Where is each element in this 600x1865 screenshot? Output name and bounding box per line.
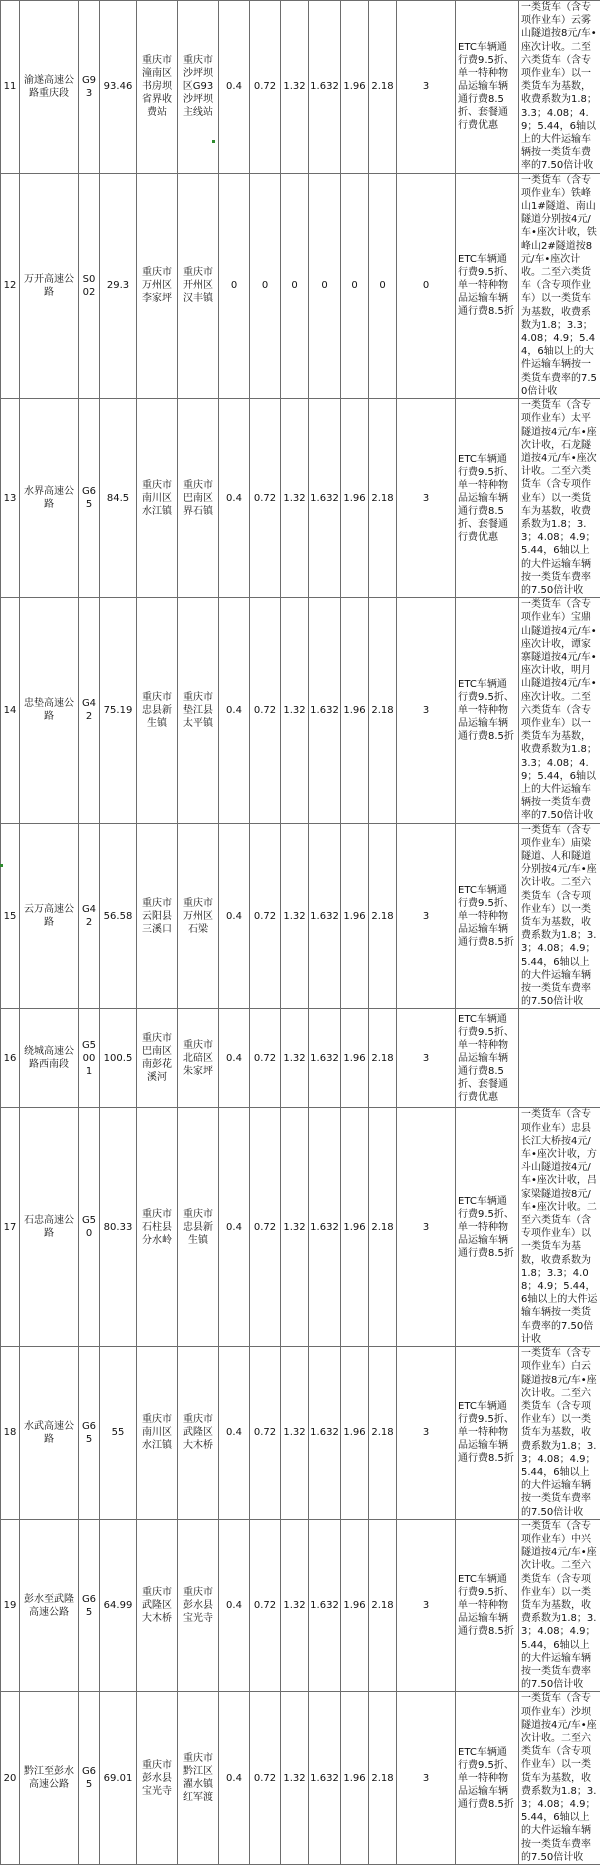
end-point: 重庆市巴南区界石镇 xyxy=(178,399,219,598)
row-number: 15 xyxy=(1,823,20,1009)
row-number: 16 xyxy=(1,1009,20,1108)
rate-value: 1.32 xyxy=(281,399,309,598)
rate-value: 1.632 xyxy=(309,399,341,598)
end-point: 重庆市忠县新生镇 xyxy=(178,1108,219,1347)
rate-value: 1.632 xyxy=(309,598,341,823)
rate-value: 0.72 xyxy=(250,823,281,1009)
rate-value: 2.18 xyxy=(369,1519,397,1692)
rate-value: 0.4 xyxy=(219,1519,250,1692)
road-name: 彭水至武隆高速公路 xyxy=(20,1519,79,1692)
rate-value: 2.18 xyxy=(369,823,397,1009)
rate-value: 0.4 xyxy=(219,399,250,598)
end-point: 重庆市沙坪坝区G93沙坪坝主线站 xyxy=(178,1,219,174)
discount-policy: ETC车辆通行费9.5折、单一特种物品运输车辆通行费8.5折 xyxy=(456,1108,519,1347)
extra-rate: 3 xyxy=(397,1692,456,1865)
road-length: 64.99 xyxy=(100,1519,137,1692)
discount-policy: ETC车辆通行费9.5折、单一特种物品运输车辆通行费8.5折 xyxy=(456,1347,519,1520)
end-point: 重庆市万州区石梁 xyxy=(178,823,219,1009)
road-code: G65 xyxy=(79,1519,100,1692)
rate-value: 1.632 xyxy=(309,1108,341,1347)
road-code: G42 xyxy=(79,823,100,1009)
rate-value: 0 xyxy=(369,173,397,398)
rate-value: 0.72 xyxy=(250,399,281,598)
rate-value: 1.96 xyxy=(341,1108,369,1347)
rate-value: 1.96 xyxy=(341,598,369,823)
row-number: 19 xyxy=(1,1519,20,1692)
discount-policy: ETC车辆通行费9.5折、单一特种物品运输车辆通行费8.5折 xyxy=(456,1519,519,1692)
rate-value: 0.72 xyxy=(250,1009,281,1108)
row-number: 11 xyxy=(1,1,20,174)
rate-value: 1.632 xyxy=(309,1009,341,1108)
rate-value: 1.32 xyxy=(281,1519,309,1692)
table-row xyxy=(1,598,600,823)
truck-toll-note: 一类货车（含专项作业车）庙梁隧道、人和隧道分别按4元/车•座次计收。二至六类货车（含专项作业车）以一类货车为基数，收费系数为1.8；3.3；4.08；4.9；5.44，6轴以上的大件运输车辆按一类货车费率的7.50倍计收 xyxy=(519,823,600,1009)
rate-value: 0.4 xyxy=(219,1009,250,1108)
rate-value: 0 xyxy=(281,173,309,398)
road-code: G65 xyxy=(79,399,100,598)
road-code: G5001 xyxy=(79,1009,100,1108)
start-point: 重庆市云阳县三溪口 xyxy=(137,823,178,1009)
rate-value: 0.72 xyxy=(250,1108,281,1347)
road-code: G65 xyxy=(79,1347,100,1520)
road-name: 万开高速公路 xyxy=(20,173,79,398)
road-length: 55 xyxy=(100,1347,137,1520)
road-code: G65 xyxy=(79,1692,100,1865)
truck-toll-note: 一类货车（含专项作业车）中兴隧道按4元/车•座次计收。二至六类货车（含专项作业车）以一类货车为基数，收费系数为1.8；3.3；4.08；4.9；5.44，6轴以上的大件运输车辆按一类货车费率的7.50倍计收 xyxy=(519,1519,600,1692)
extra-rate: 3 xyxy=(397,1108,456,1347)
rate-value: 1.632 xyxy=(309,1692,341,1865)
truck-toll-note: 一类货车（含专项作业车）铁峰山1#隧道、南山隧道分别按4元/车•座次计收，铁峰山2#隧道按8元/车•座次计收。二至六类货车（含专项作业车）以一类货车为基数，收费系数为1.8；3.3；4.08；4.9；5.44，6轴以上的大件运输车辆按一类货车费率的7.50倍计收 xyxy=(519,173,600,398)
extra-rate: 0 xyxy=(397,173,456,398)
rate-value: 0.4 xyxy=(219,1347,250,1520)
extra-rate: 3 xyxy=(397,1,456,174)
rate-value: 0.4 xyxy=(219,1,250,174)
rate-value: 0.4 xyxy=(219,1108,250,1347)
road-length: 84.5 xyxy=(100,399,137,598)
rate-value: 2.18 xyxy=(369,1347,397,1520)
extra-rate: 3 xyxy=(397,823,456,1009)
truck-toll-note: 一类货车（含专项作业车）宝鼎山隧道按4元/车•座次计收，谭家寨隧道按4元/车•座次计收，明月山隧道按4元/车•座次计收。二至六类货车（含专项作业车）以一类货车为基数，收费系数为1.8；3.3；4.08；4.9；5.44，6轴以上的大件运输车辆按一类货车费率的7.50倍计收 xyxy=(519,598,600,823)
rate-value: 1.32 xyxy=(281,1347,309,1520)
extra-rate: 3 xyxy=(397,598,456,823)
road-name: 渝遂高速公路重庆段 xyxy=(20,1,79,174)
rate-value: 1.632 xyxy=(309,1347,341,1520)
extra-rate: 3 xyxy=(397,1519,456,1692)
road-length: 80.33 xyxy=(100,1108,137,1347)
row-number: 17 xyxy=(1,1108,20,1347)
rate-value: 0.72 xyxy=(250,1519,281,1692)
table-row xyxy=(1,1,600,174)
road-name: 水武高速公路 xyxy=(20,1347,79,1520)
rate-value: 1.632 xyxy=(309,1,341,174)
road-length: 29.3 xyxy=(100,173,137,398)
table-row xyxy=(1,173,600,398)
rate-value: 0.72 xyxy=(250,1347,281,1520)
cell-marker xyxy=(212,140,215,143)
discount-policy: ETC车辆通行费9.5折、单一特种物品运输车辆通行费8.5折 xyxy=(456,823,519,1009)
rate-value: 2.18 xyxy=(369,399,397,598)
road-length: 69.01 xyxy=(100,1692,137,1865)
row-number: 20 xyxy=(1,1692,20,1865)
table-row xyxy=(1,1519,600,1692)
row-number: 18 xyxy=(1,1347,20,1520)
table-row xyxy=(1,1009,600,1108)
rate-value: 1.32 xyxy=(281,1,309,174)
end-point: 重庆市北碚区朱家坪 xyxy=(178,1009,219,1108)
road-name: 石忠高速公路 xyxy=(20,1108,79,1347)
rate-value: 0 xyxy=(250,173,281,398)
rate-value: 1.96 xyxy=(341,1347,369,1520)
table-row xyxy=(1,823,600,1009)
start-point: 重庆市石柱县分水岭 xyxy=(137,1108,178,1347)
rate-value: 1.96 xyxy=(341,1009,369,1108)
rate-value: 0.72 xyxy=(250,598,281,823)
rate-value: 1.632 xyxy=(309,823,341,1009)
truck-toll-note xyxy=(519,1009,600,1108)
end-point: 重庆市垫江县太平镇 xyxy=(178,598,219,823)
start-point: 重庆市彭水县宝光寺 xyxy=(137,1692,178,1865)
table-row xyxy=(1,1347,600,1520)
rate-value: 0.72 xyxy=(250,1692,281,1865)
rate-value: 0 xyxy=(219,173,250,398)
rate-value: 1.96 xyxy=(341,1692,369,1865)
rate-value: 1.632 xyxy=(309,1519,341,1692)
truck-toll-note: 一类货车（含专项作业车）云雾山隧道按8元/车•座次计收。二至六类货车（含专项作业车）以一类货车为基数，收费系数为1.8；3.3；4.08；4.9；5.44，6轴以上的大件运输车辆按一类货车费率的7.50倍计收 xyxy=(519,1,600,174)
truck-toll-note: 一类货车（含专项作业车）沙坝隧道按4元/车•座次计收。二至六类货车（含专项作业车）以一类货车为基数，收费系数为1.8；3.3；4.08；4.9；5.44，6轴以上的大件运输车辆按一类货车费率的7.50倍计收 xyxy=(519,1692,600,1865)
road-code: G93 xyxy=(79,1,100,174)
table-row xyxy=(1,1692,600,1865)
rate-value: 0.4 xyxy=(219,598,250,823)
rate-value: 2.18 xyxy=(369,1009,397,1108)
row-number: 14 xyxy=(1,598,20,823)
row-number: 13 xyxy=(1,399,20,598)
road-length: 75.19 xyxy=(100,598,137,823)
truck-toll-note: 一类货车（含专项作业车）太平隧道按4元/车•座次计收，石龙隧道按4元/车•座次计收。二至六类货车（含专项作业车）以一类货车为基数，收费系数为1.8；3.3；4.08；4.9；5.44，6轴以上的大件运输车辆按一类货车费率的7.50倍计收 xyxy=(519,399,600,598)
rate-value: 2.18 xyxy=(369,598,397,823)
rate-value: 0.72 xyxy=(250,1,281,174)
row-number: 12 xyxy=(1,173,20,398)
discount-policy: ETC车辆通行费9.5折、单一特种物品运输车辆通行费8.5折、套餐通行费优惠 xyxy=(456,1009,519,1108)
table-row xyxy=(1,399,600,598)
road-code: S002 xyxy=(79,173,100,398)
end-point: 重庆市彭水县宝光寺 xyxy=(178,1519,219,1692)
road-name: 黔江至彭水高速公路 xyxy=(20,1692,79,1865)
start-point: 重庆市武隆区大木桥 xyxy=(137,1519,178,1692)
rate-value: 1.32 xyxy=(281,823,309,1009)
start-point: 重庆市潼南区书房坝省界收费站 xyxy=(137,1,178,174)
rate-value: 2.18 xyxy=(369,1692,397,1865)
extra-rate: 3 xyxy=(397,1009,456,1108)
discount-policy: ETC车辆通行费9.5折、单一特种物品运输车辆通行费8.5折 xyxy=(456,1692,519,1865)
start-point: 重庆市南川区水江镇 xyxy=(137,399,178,598)
start-point: 重庆市南川区水江镇 xyxy=(137,1347,178,1520)
rate-value: 1.96 xyxy=(341,1,369,174)
road-name: 绕城高速公路西南段 xyxy=(20,1009,79,1108)
end-point: 重庆市武隆区大木桥 xyxy=(178,1347,219,1520)
rate-value: 1.32 xyxy=(281,1009,309,1108)
road-name: 云万高速公路 xyxy=(20,823,79,1009)
rate-value: 1.96 xyxy=(341,1519,369,1692)
rate-value: 0 xyxy=(309,173,341,398)
truck-toll-note: 一类货车（含专项作业车）忠县长江大桥按4元/车•座次计收，方斗山隧道按4元/车•座次计收，吕家梁隧道按8元/车•座次计收。二至六类货车（含专项作业车）以一类货车为基数，收费系数为1.8；3.3；4.08；4.9；5.44，6轴以上的大件运输车辆按一类货车费率的7.50倍计收 xyxy=(519,1108,600,1347)
road-name: 水界高速公路 xyxy=(20,399,79,598)
rate-value: 2.18 xyxy=(369,1108,397,1347)
cell-marker xyxy=(0,864,3,867)
rate-value: 1.32 xyxy=(281,1108,309,1347)
start-point: 重庆市巴南区南彭花溪河 xyxy=(137,1009,178,1108)
truck-toll-note: 一类货车（含专项作业车）白云隧道按8元/车•座次计收。二至六类货车（含专项作业车）以一类货车为基数，收费系数为1.8；3.3；4.08；4.9；5.44，6轴以上的大件运输车辆按一类货车费率的7.50倍计收 xyxy=(519,1347,600,1520)
start-point: 重庆市万州区李家坪 xyxy=(137,173,178,398)
table-row xyxy=(1,1108,600,1347)
road-length: 56.58 xyxy=(100,823,137,1009)
end-point: 重庆市黔江区濯水镇红军渡 xyxy=(178,1692,219,1865)
road-length: 100.5 xyxy=(100,1009,137,1108)
discount-policy: ETC车辆通行费9.5折、单一特种物品运输车辆通行费8.5折 xyxy=(456,173,519,398)
rate-value: 0 xyxy=(341,173,369,398)
rate-value: 1.32 xyxy=(281,598,309,823)
road-code: G42 xyxy=(79,598,100,823)
road-length: 93.46 xyxy=(100,1,137,174)
rate-value: 1.32 xyxy=(281,1692,309,1865)
road-name: 忠垫高速公路 xyxy=(20,598,79,823)
discount-policy: ETC车辆通行费9.5折、单一特种物品运输车辆通行费8.5折 xyxy=(456,598,519,823)
end-point: 重庆市开州区汉丰镇 xyxy=(178,173,219,398)
rate-value: 0.4 xyxy=(219,1692,250,1865)
extra-rate: 3 xyxy=(397,1347,456,1520)
rate-value: 1.96 xyxy=(341,399,369,598)
extra-rate: 3 xyxy=(397,399,456,598)
road-code: G50 xyxy=(79,1108,100,1347)
rate-value: 0.4 xyxy=(219,823,250,1009)
discount-policy: ETC车辆通行费9.5折、单一特种物品运输车辆通行费8.5折、套餐通行费优惠 xyxy=(456,399,519,598)
discount-policy: ETC车辆通行费9.5折、单一特种物品运输车辆通行费8.5折、套餐通行费优惠 xyxy=(456,1,519,174)
rate-value: 1.96 xyxy=(341,823,369,1009)
start-point: 重庆市忠县新生镇 xyxy=(137,598,178,823)
rate-value: 2.18 xyxy=(369,1,397,174)
